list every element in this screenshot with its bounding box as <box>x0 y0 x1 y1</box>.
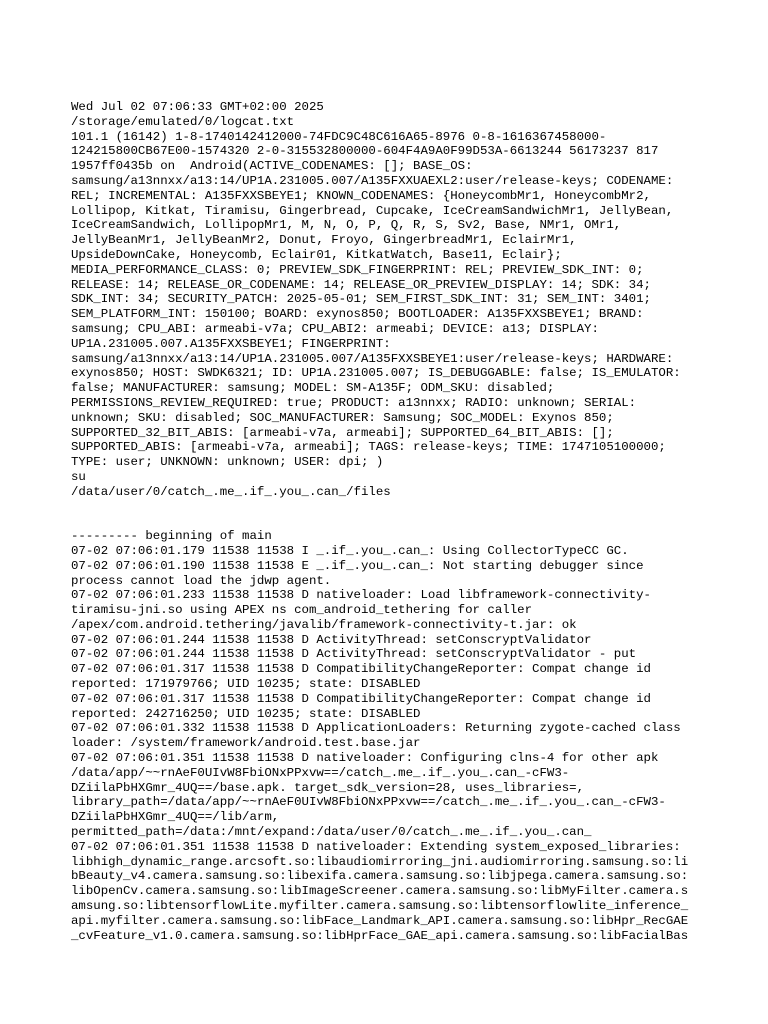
log-line: 07-02 07:06:01.233 11538 11538 D nativeloader: Load libframework-connectivity- <box>71 588 651 603</box>
log-line: bBeauty_v4.camera.samsung.so:libexifa.camera.samsung.so:libjpega.camera.samsung.so: <box>71 869 689 884</box>
log-line: DZiilaPbHXGmr_4UQ==/lib/arm, <box>71 810 280 825</box>
log-line: --------- beginning of main <box>71 529 272 544</box>
log-line: 1957ff0435b on Android(ACTIVE_CODENAMES: []; BASE_OS: <box>71 159 473 174</box>
log-line: SUPPORTED_ABIS: [armeabi-v7a, armeabi]; TAGS: release-keys; TIME: 1747105100000; <box>71 440 666 455</box>
log-line: unknown; SKU: disabled; SOC_MANUFACTURER: Samsung; SOC_MODEL: Exynos 850; <box>71 410 614 425</box>
log-line: exynos850; HOST: SWDK6321; ID: UP1A.231005.007; IS_DEBUGGABLE: false; IS_EMULATOR: <box>71 366 681 381</box>
log-line: loader: /system/framework/android.test.base.jar <box>71 736 421 751</box>
log-line: library_path=/data/app/~~rnAeF0UIvW8FbiONxPPxvw==/catch_.me_.if_.you_.can_-cFW3- <box>71 795 666 810</box>
log-line <box>71 500 711 515</box>
log-line: samsung; CPU_ABI: armeabi-v7a; CPU_ABI2: armeabi; DEVICE: a13; DISPLAY: <box>71 321 599 336</box>
log-line: REL; INCREMENTAL: A135FXXSBEYE1; KNOWN_CODENAMES: {HoneycombMr1, HoneycombMr2, <box>71 188 651 203</box>
log-line: permitted_path=/data:/mnt/expand:/data/user/0/catch_.me_.if_.you_.can_ <box>71 825 592 840</box>
log-line: PERMISSIONS_REVIEW_REQUIRED: true; PRODUCT: a13nnxx; RADIO: unknown; SERIAL: <box>71 395 637 410</box>
log-line <box>71 514 711 529</box>
log-line: api.myfilter.camera.samsung.so:libFace_Landmark_API.camera.samsung.so:libHpr_RecGAE <box>71 913 689 928</box>
log-line: libhigh_dynamic_range.arcsoft.so:libaudiomirroring_jni.audiomirroring.samsung.so:li <box>71 854 689 869</box>
log-line: JellyBeanMr1, JellyBeanMr2, Donut, Froyo, GingerbreadMr1, EclairMr1, <box>71 233 577 248</box>
log-line: TYPE: user; UNKNOWN: unknown; USER: dpi; ) <box>71 455 384 470</box>
log-line: /data/user/0/catch_.me_.if_.you_.can_/files <box>71 484 391 499</box>
log-line: SDK_INT: 34; SECURITY_PATCH: 2025-05-01; SEM_FIRST_SDK_INT: 31; SEM_INT: 3401; <box>71 292 651 307</box>
log-line: DZiilaPbHXGmr_4UQ==/base.apk. target_sdk_version=28, uses_libraries=, <box>71 780 585 795</box>
log-line: /data/app/~~rnAeF0UIvW8FbiONxPPxvw==/catch_.me_.if_.you_.can_-cFW3- <box>71 765 570 780</box>
log-line: /storage/emulated/0/logcat.txt <box>71 114 295 129</box>
log-line: IceCreamSandwich, LollipopMr1, M, N, O, P, Q, R, S, Sv2, Base, NMr1, OMr1, <box>71 218 622 233</box>
log-line: false; MANUFACTURER: samsung; MODEL: SM-A135F; ODM_SKU: disabled; <box>71 381 555 396</box>
log-line: Wed Jul 02 07:06:33 GMT+02:00 2025 <box>71 100 324 114</box>
log-line: process cannot load the jdwp agent. <box>71 573 332 588</box>
log-line: 07-02 07:06:01.351 11538 11538 D nativeloader: Configuring clns-4 for other apk <box>71 751 659 766</box>
log-line: libOpenCv.camera.samsung.so:libImageScreener.camera.samsung.so:libMyFilter.camera.s <box>71 884 689 899</box>
log-line: MEDIA_PERFORMANCE_CLASS: 0; PREVIEW_SDK_FINGERPRINT: REL; PREVIEW_SDK_INT: 0; <box>71 262 644 277</box>
log-line: samsung/a13nnxx/a13:14/UP1A.231005.007/A135FXXUAEXL2:user/release-keys; CODENAME: <box>71 173 674 188</box>
log-line: UpsideDownCake, Honeycomb, Eclair01, KitkatWatch, Base11, Eclair}; <box>71 247 562 262</box>
log-line: SUPPORTED_32_BIT_ABIS: [armeabi-v7a, armeabi]; SUPPORTED_64_BIT_ABIS: []; <box>71 425 614 440</box>
log-line: samsung/a13nnxx/a13:14/UP1A.231005.007/A135FXXSBEYE1:user/release-keys; HARDWARE: <box>71 351 674 366</box>
logcat-document <box>71 100 711 943</box>
log-line: _cvFeature_v1.0.camera.samsung.so:libHprFace_GAE_api.camera.samsung.so:libFacialBas <box>71 928 689 943</box>
log-line: Lollipop, Kitkat, Tiramisu, Gingerbread, Cupcake, IceCreamSandwichMr1, JellyBean, <box>71 203 674 218</box>
log-line: 07-02 07:06:01.317 11538 11538 D CompatibilityChangeReporter: Compat change id <box>71 691 651 706</box>
log-line: SEM_PLATFORM_INT: 150100; BOARD: exynos850; BOOTLOADER: A135FXXSBEYE1; BRAND: <box>71 307 644 322</box>
log-line: reported: 242716250; UID 10235; state: DISABLED <box>71 706 421 721</box>
log-line: 07-02 07:06:01.332 11538 11538 D ApplicationLoaders: Returning zygote-cached class <box>71 721 681 736</box>
log-line: 07-02 07:06:01.351 11538 11538 D nativeloader: Extending system_exposed_libraries: <box>71 839 681 854</box>
log-line: RELEASE: 14; RELEASE_OR_CODENAME: 14; RELEASE_OR_PREVIEW_DISPLAY: 14; SDK: 34; <box>71 277 651 292</box>
log-line: 07-02 07:06:01.244 11538 11538 D ActivityThread: setConscryptValidator - put <box>71 647 637 662</box>
log-line: su <box>71 469 86 484</box>
log-line: 101.1 (16142) 1-8-1740142412000-74FDC9C48C616A65-8976 0-8-1616367458000- <box>71 129 607 144</box>
log-line: 07-02 07:06:01.244 11538 11538 D ActivityThread: setConscryptValidator <box>71 632 592 647</box>
log-line: 07-02 07:06:01.317 11538 11538 D CompatibilityChangeReporter: Compat change id <box>71 662 651 677</box>
log-line: tiramisu-jni.so using APEX ns com_android_tethering for caller <box>71 603 533 618</box>
log-line: 124215800CB67E00-1574320 2-0-315532800000-604F4A9A0F99D53A-6613244 56173237 817 <box>71 144 659 159</box>
log-line: 07-02 07:06:01.179 11538 11538 I _.if_.you_.can_: Using CollectorTypeCC GC. <box>71 543 629 558</box>
log-line: amsung.so:libtensorflowLite.myfilter.camera.samsung.so:libtensorflowlite_inference_ <box>71 899 689 914</box>
log-line: 07-02 07:06:01.190 11538 11538 E _.if_.you_.can_: Not starting debugger since <box>71 558 644 573</box>
log-line: /apex/com.android.tethering/javalib/framework-connectivity-t.jar: ok <box>71 617 577 632</box>
log-line: UP1A.231005.007.A135FXXSBEYE1; FINGERPRINT: <box>71 336 391 351</box>
log-line: reported: 171979766; UID 10235; state: DISABLED <box>71 677 421 692</box>
